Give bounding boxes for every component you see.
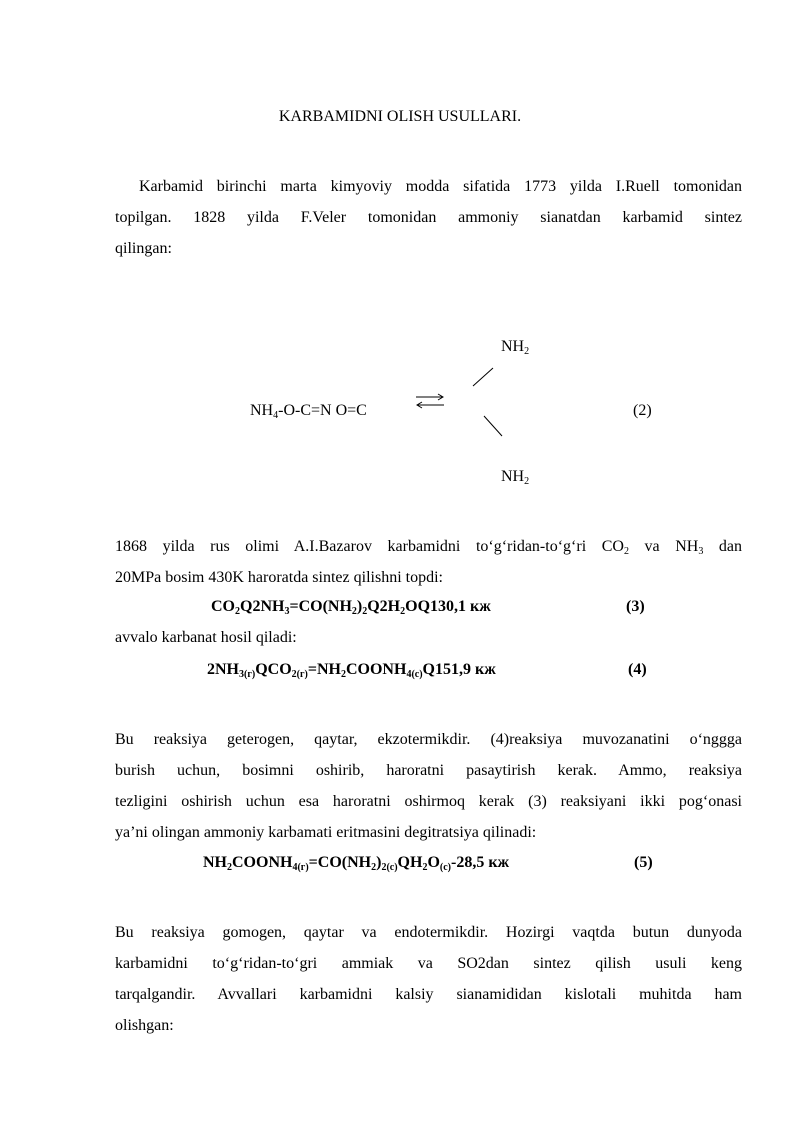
equation-4: $2NH_{3(г)}QCO_{2(г)}=NH_2COONH_{4(с)}Q151,9$ кж — [207, 661, 496, 680]
paragraph-5-line-4: olishgan: — [115, 1017, 174, 1034]
scheme-left-formula: $NH_4-O-C=N$ O=C — [250, 402, 367, 421]
paragraph-2-line-1: 1868 yilda rus olimi A.I.Bazarov karbamidni to‘g‘ridan-to‘g‘ri $CO_2$ va $NH_3$ dan — [115, 538, 743, 557]
equation-number-4: (4) — [628, 661, 647, 678]
equation-number-3: (3) — [626, 598, 645, 615]
paragraph-1-line-2: topilgan. 1828 yilda F.Veler tomonidan ammoniy sianatdan karbamid sintez — [115, 209, 742, 226]
paragraph-5-line-3: tarqalgandir. Avvallari karbamidni kalsiy sianamididan kislotali muhitda ham — [115, 986, 742, 1003]
paragraph-4-line-2: burish uchun, bosimni oshirib, haroratni pasaytirish kerak. Ammo, reaksiya — [115, 762, 742, 779]
paragraph-1-line-3: qilingan: — [115, 240, 172, 257]
equation-number-5: (5) — [634, 854, 653, 871]
scheme-bottom-nh2: $NH_2$ — [501, 468, 530, 487]
paragraph-5-line-1: Bu reaksiya gomogen, qaytar va endotermikdir. Hozirgi vaqtda butun dunyoda — [115, 924, 742, 941]
bond-line-up — [470, 366, 496, 388]
paragraph-5-line-2: karbamidni to‘g‘ridan-to‘gri ammiak va SO2dan sintez qilish usuli keng — [115, 955, 742, 972]
paragraph-3: avvalo karbanat hosil qiladi: — [115, 629, 297, 646]
paragraph-2-line-2: 20MPa bosim 430K haroratda sintez qilishni topdi: — [115, 569, 443, 586]
equilibrium-arrows-icon — [414, 392, 446, 410]
page-title: KARBAMIDNI OLISH USULLARI. — [278, 108, 522, 125]
equation-5: $NH_2COONH_{4(г)}=CO(NH_2)_{2(с)}QH_2O_{(с)}-28,5$ кж — [203, 854, 510, 873]
paragraph-4-line-3: tezligini oshirish uchun esa haroratni oshirmoq kerak (3) reaksiyani ikki pog‘onasi — [115, 793, 742, 810]
paragraph-1-line-1: Karbamid birinchi marta kimyoviy modda sifatida 1773 yilda I.Ruell tomonidan — [139, 178, 742, 195]
equation-number-2: (2) — [633, 402, 652, 419]
equation-3: $CO_2Q2NH_3=CO(NH_2)_2Q2H_2OQ130,1$ кж — [211, 598, 491, 617]
scheme-top-nh2: $NH_2$ — [501, 338, 530, 357]
paragraph-4-line-4: ya’ni olingan ammoniy karbamati eritmasini degitratsiya qilinadi: — [115, 824, 537, 841]
bond-line-down — [482, 414, 504, 438]
paragraph-4-line-1: Bu reaksiya geterogen, qaytar, ekzotermikdir. (4)reaksiya muvozanatini o‘nggga — [115, 731, 742, 748]
